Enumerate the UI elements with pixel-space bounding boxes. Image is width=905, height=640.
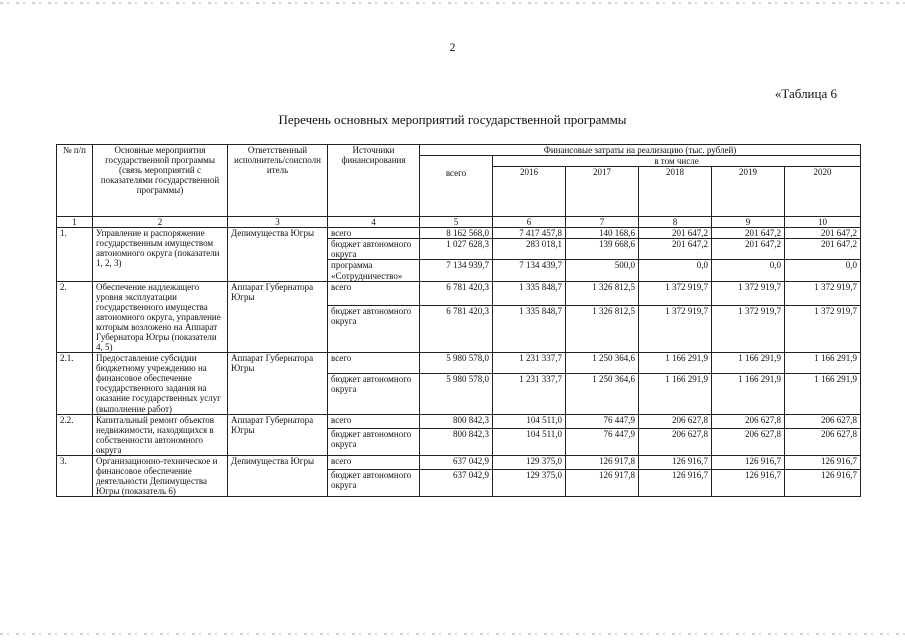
year-value-cell: 1 326 812,5 [566,281,639,306]
year-value-cell: 126 916,7 [712,455,785,469]
header-year: 2018 [639,167,712,217]
year-value-cell: 1 372 919,7 [639,281,712,306]
activity-cell: Капитальный ремонт объектов недвижимости, находящихся в собственности автономного округа [93,414,228,455]
year-value-cell: 1 166 291,9 [712,353,785,374]
header-num: № п/п [57,145,93,217]
source-cell: бюджет автономного округа [328,239,420,260]
total-value-cell: 5 980 578,0 [420,374,493,414]
table-row [57,414,861,428]
year-value-cell: 126 916,7 [639,455,712,469]
source-cell: бюджет автономного округа [328,428,420,455]
column-number: 2 [93,217,228,228]
column-number: 8 [639,217,712,228]
total-value-cell: 800 842,3 [420,428,493,455]
year-value-cell: 201 647,2 [785,239,861,260]
year-value-cell: 201 647,2 [639,228,712,239]
year-value-cell: 206 627,8 [712,414,785,428]
year-value-cell: 104 511,0 [493,428,566,455]
year-value-cell: 126 916,7 [639,470,712,497]
year-value-cell: 126 917,8 [566,470,639,497]
year-value-cell: 139 668,6 [566,239,639,260]
source-cell: бюджет автономного округа [328,374,420,414]
year-value-cell: 126 917,8 [566,455,639,469]
header-year: 2019 [712,167,785,217]
source-cell: программа «Сотрудничество» [328,260,420,281]
year-value-cell: 1 166 291,9 [712,374,785,414]
year-value-cell: 7 417 457,8 [493,228,566,239]
activity-cell: Предоставление субсидии бюджетному учреждению на финансовое обеспечение государственного задания на оказание государственных услуг (выполнение работ) [93,353,228,414]
total-value-cell: 6 781 420,3 [420,306,493,353]
row-number: 2.2. [57,414,93,455]
year-value-cell: 126 916,7 [712,470,785,497]
column-numbers-row [57,217,861,228]
total-value-cell: 6 781 420,3 [420,281,493,306]
year-value-cell: 0,0 [785,260,861,281]
year-value-cell: 129 375,0 [493,470,566,497]
table-row [57,353,861,374]
year-value-cell: 0,0 [639,260,712,281]
year-value-cell: 201 647,2 [785,228,861,239]
header-executor: Ответственный исполнитель/соисполн итель [228,145,328,217]
activity-cell: Управление и распоряжение государственным имуществом автономного округа (показатели 1, 2, 3) [93,228,228,281]
year-value-cell: 1 250 364,6 [566,374,639,414]
year-value-cell: 126 916,7 [785,470,861,497]
year-value-cell: 76 447,9 [566,414,639,428]
year-value-cell: 206 627,8 [712,428,785,455]
year-value-cell: 1 326 812,5 [566,306,639,353]
source-cell: всего [328,455,420,469]
year-value-cell: 1 166 291,9 [785,374,861,414]
year-value-cell: 1 231 337,7 [493,374,566,414]
scan-edge-top [0,2,905,4]
header-year: 2016 [493,167,566,217]
column-number: 7 [566,217,639,228]
document-title: Перечень основных мероприятий государственной программы [278,112,627,127]
year-value-cell: 1 372 919,7 [785,281,861,306]
header-row [57,145,861,156]
total-value-cell: 1 027 628,3 [420,239,493,260]
header-year: 2020 [785,167,861,217]
source-cell: всего [328,414,420,428]
source-cell: всего [328,228,420,239]
year-value-cell: 206 627,8 [785,428,861,455]
year-value-cell: 1 166 291,9 [639,374,712,414]
total-value-cell: 5 980 578,0 [420,353,493,374]
year-value-cell: 500,0 [566,260,639,281]
year-value-cell: 1 372 919,7 [785,306,861,353]
year-value-cell: 283 018,1 [493,239,566,260]
row-number: 2. [57,281,93,353]
year-value-cell: 126 916,7 [785,455,861,469]
year-value-cell: 201 647,2 [639,239,712,260]
activity-cell: Обеспечение надлежащего уровня эксплуатации государственного имущества автономного округа, управление которым возложено на Аппарат Губернатора Югры (показатели 4, 5) [93,281,228,353]
year-value-cell: 1 372 919,7 [639,306,712,353]
activities-table [56,144,861,497]
year-value-cell: 0,0 [712,260,785,281]
column-number: 10 [785,217,861,228]
year-value-cell: 1 166 291,9 [639,353,712,374]
total-value-cell: 637 042,9 [420,470,493,497]
year-value-cell: 201 647,2 [712,228,785,239]
year-value-cell: 1 335 848,7 [493,281,566,306]
year-value-cell: 1 231 337,7 [493,353,566,374]
scan-edge-bottom [0,633,905,635]
year-value-cell: 206 627,8 [639,414,712,428]
header-activity: Основные мероприятия государственной программы (связь мероприятий с показателями государственной программы) [93,145,228,217]
year-value-cell: 1 335 848,7 [493,306,566,353]
table-row [57,281,861,306]
row-number: 3. [57,455,93,496]
table-row [57,228,861,239]
source-cell: бюджет автономного округа [328,306,420,353]
column-number: 6 [493,217,566,228]
header-total: всего [420,156,493,217]
column-number: 9 [712,217,785,228]
year-value-cell: 140 168,6 [566,228,639,239]
executor-cell: Аппарат Губернатора Югры [228,414,328,455]
page-number: 2 [449,40,456,54]
column-number: 1 [57,217,93,228]
year-value-cell: 206 627,8 [785,414,861,428]
source-cell: бюджет автономного округа [328,470,420,497]
total-value-cell: 800 842,3 [420,414,493,428]
year-value-cell: 206 627,8 [639,428,712,455]
column-number: 5 [420,217,493,228]
year-value-cell: 104 511,0 [493,414,566,428]
executor-cell: Аппарат Губернатора Югры [228,353,328,414]
header-year: 2017 [566,167,639,217]
executor-cell: Депимущества Югры [228,455,328,496]
year-value-cell: 1 166 291,9 [785,353,861,374]
year-value-cell: 1 372 919,7 [712,281,785,306]
total-value-cell: 7 134 939,7 [420,260,493,281]
table-label: «Таблица 6 [774,86,837,101]
column-number: 4 [328,217,420,228]
year-value-cell: 76 447,9 [566,428,639,455]
source-cell: всего [328,281,420,306]
year-value-cell: 201 647,2 [712,239,785,260]
header-sources: Источники финансирования [328,145,420,217]
column-number: 3 [228,217,328,228]
header-including: в том числе [493,156,861,167]
executor-cell: Депимущества Югры [228,228,328,281]
row-number: 1. [57,228,93,281]
table-row [57,455,861,469]
row-number: 2.1. [57,353,93,414]
source-cell: всего [328,353,420,374]
header-finance: Финансовые затраты на реализацию (тыс. рублей) [420,145,861,156]
total-value-cell: 637 042,9 [420,455,493,469]
total-value-cell: 8 162 568,0 [420,228,493,239]
executor-cell: Аппарат Губернатора Югры [228,281,328,353]
activity-cell: Организационно-техническое и финансовое обеспечение деятельности Депимущества Югры (показатель 6) [93,455,228,496]
year-value-cell: 7 134 439,7 [493,260,566,281]
year-value-cell: 1 250 364,6 [566,353,639,374]
year-value-cell: 1 372 919,7 [712,306,785,353]
year-value-cell: 129 375,0 [493,455,566,469]
